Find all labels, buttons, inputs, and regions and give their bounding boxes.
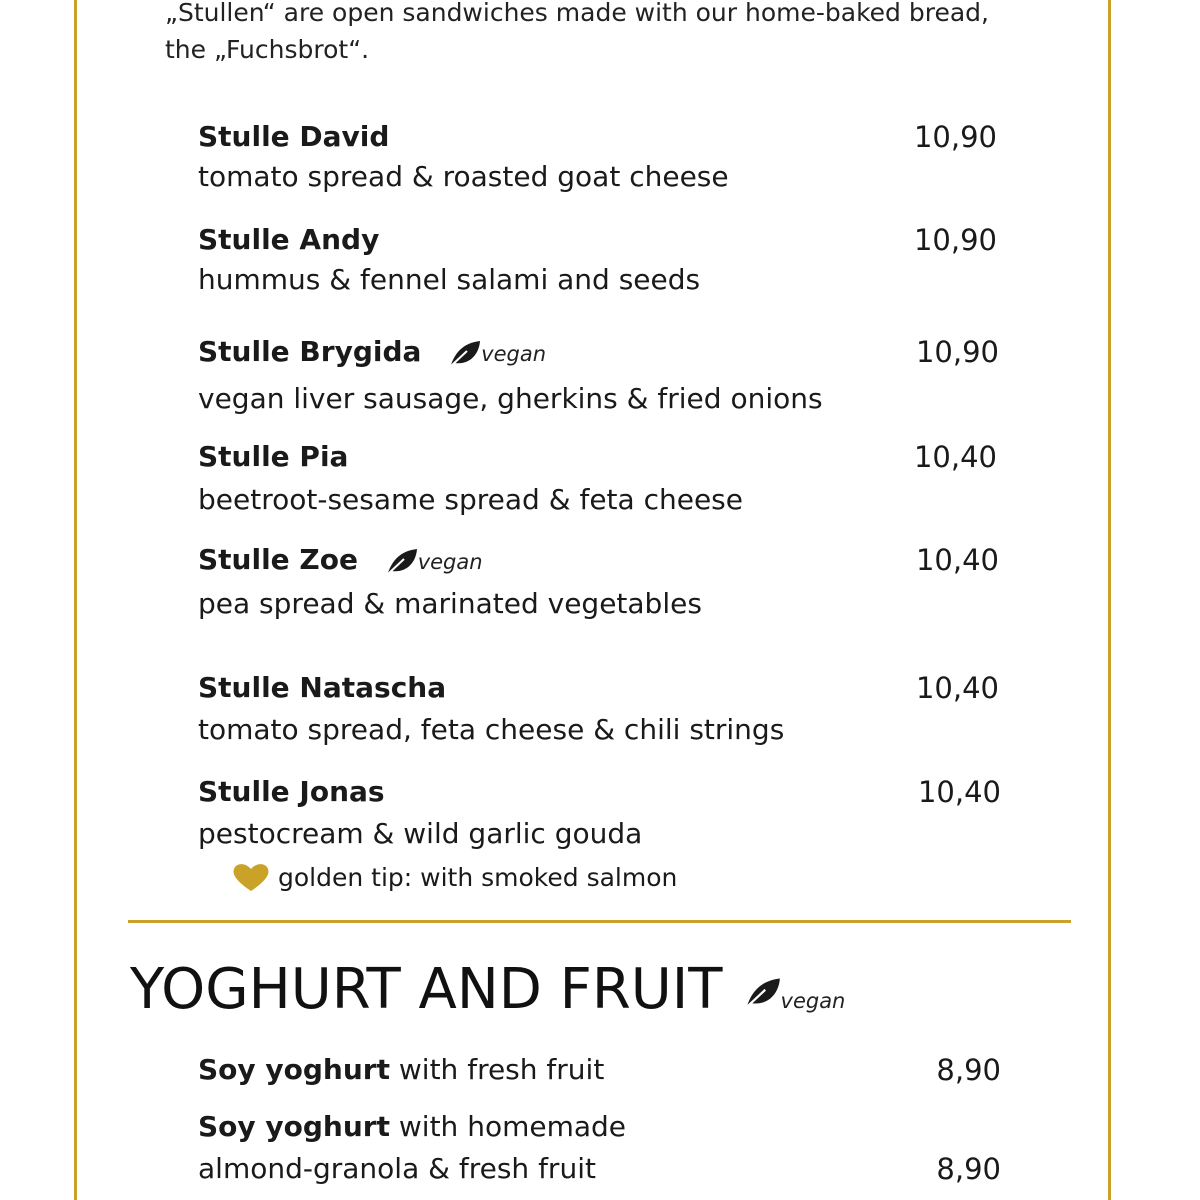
item-price: 10,40 [915,671,999,705]
item-description-line-2: almond-granola & fresh fruit [198,1152,596,1185]
item-price: 10,90 [913,120,997,154]
item-name: Stulle Jonas [198,775,385,808]
item-price: 10,40 [913,440,997,474]
item-name-row [198,332,1003,374]
menu-item-stulle-david [198,117,1003,197]
menu-item-stulle-andy [198,220,1003,300]
item-description: with fresh fruit [390,1053,605,1086]
intro-line-1: „Stullen“ are open sandwiches made with our home-baked bread, [165,0,989,27]
vegan-badge [745,965,846,1037]
item-price: 10,90 [915,335,999,369]
menu-item-stulle-zoe [198,540,1003,624]
section-divider [128,920,1071,923]
item-description: tomato spread & roasted goat cheese [198,160,729,193]
leaf-icon [449,339,481,367]
item-name-row [198,1107,1003,1147]
item-name: Stulle David [198,120,390,153]
item-name: Soy yoghurt [198,1110,390,1143]
vegan-label: vegan [481,342,547,366]
item-description: with homemade [390,1110,627,1143]
menu-item-stulle-natascha [198,668,1003,750]
intro-text [165,0,989,68]
item-description: beetroot-sesame spread & feta cheese [198,483,743,516]
leaf-icon [745,976,781,1008]
section-heading [130,954,845,1037]
item-description: hummus & fennel salami and seeds [198,263,701,296]
item-name: Stulle Brygida [198,335,422,368]
intro-line-2: the „Fuchsbrot“. [165,35,370,64]
menu-item-soy-yoghurt-fruit [198,1050,1003,1090]
menu-item-soy-yoghurt-granola [198,1107,1003,1189]
golden-tip [232,858,677,898]
leaf-icon [386,547,418,575]
golden-tip-text: golden tip: with smoked salmon [278,863,678,892]
menu-item-stulle-jonas [198,772,1003,854]
gold-border-right [1108,0,1111,1200]
item-description: pea spread & marinated vegetables [198,587,702,620]
vegan-label: vegan [780,989,846,1013]
item-name: Stulle Zoe [198,543,358,576]
item-name: Stulle Andy [198,223,380,256]
menu-item-stulle-brygida [198,332,1003,419]
item-name-row [198,1050,1003,1090]
item-price: 10,40 [915,543,999,577]
item-price: 10,40 [917,775,1001,809]
item-price: 10,90 [913,223,997,257]
item-name: Soy yoghurt [198,1053,390,1086]
item-price: 8,90 [936,1152,1001,1186]
vegan-badge [386,542,483,582]
menu-item-stulle-pia [198,437,1003,520]
vegan-badge [449,334,546,374]
section-title: YOGHURT AND FRUIT [130,957,723,1022]
item-description: tomato spread, feta cheese & chili strings [198,713,785,746]
gold-border-left [74,0,77,1200]
item-name: Stulle Natascha [198,671,447,704]
item-description: pestocream & wild garlic gouda [198,817,643,850]
item-price: 8,90 [936,1053,1001,1087]
vegan-label: vegan [417,550,483,574]
heart-icon [232,862,270,892]
item-name: Stulle Pia [198,440,349,473]
item-description: vegan liver sausage, gherkins & fried onions [198,382,823,415]
item-name-row [198,540,1003,582]
